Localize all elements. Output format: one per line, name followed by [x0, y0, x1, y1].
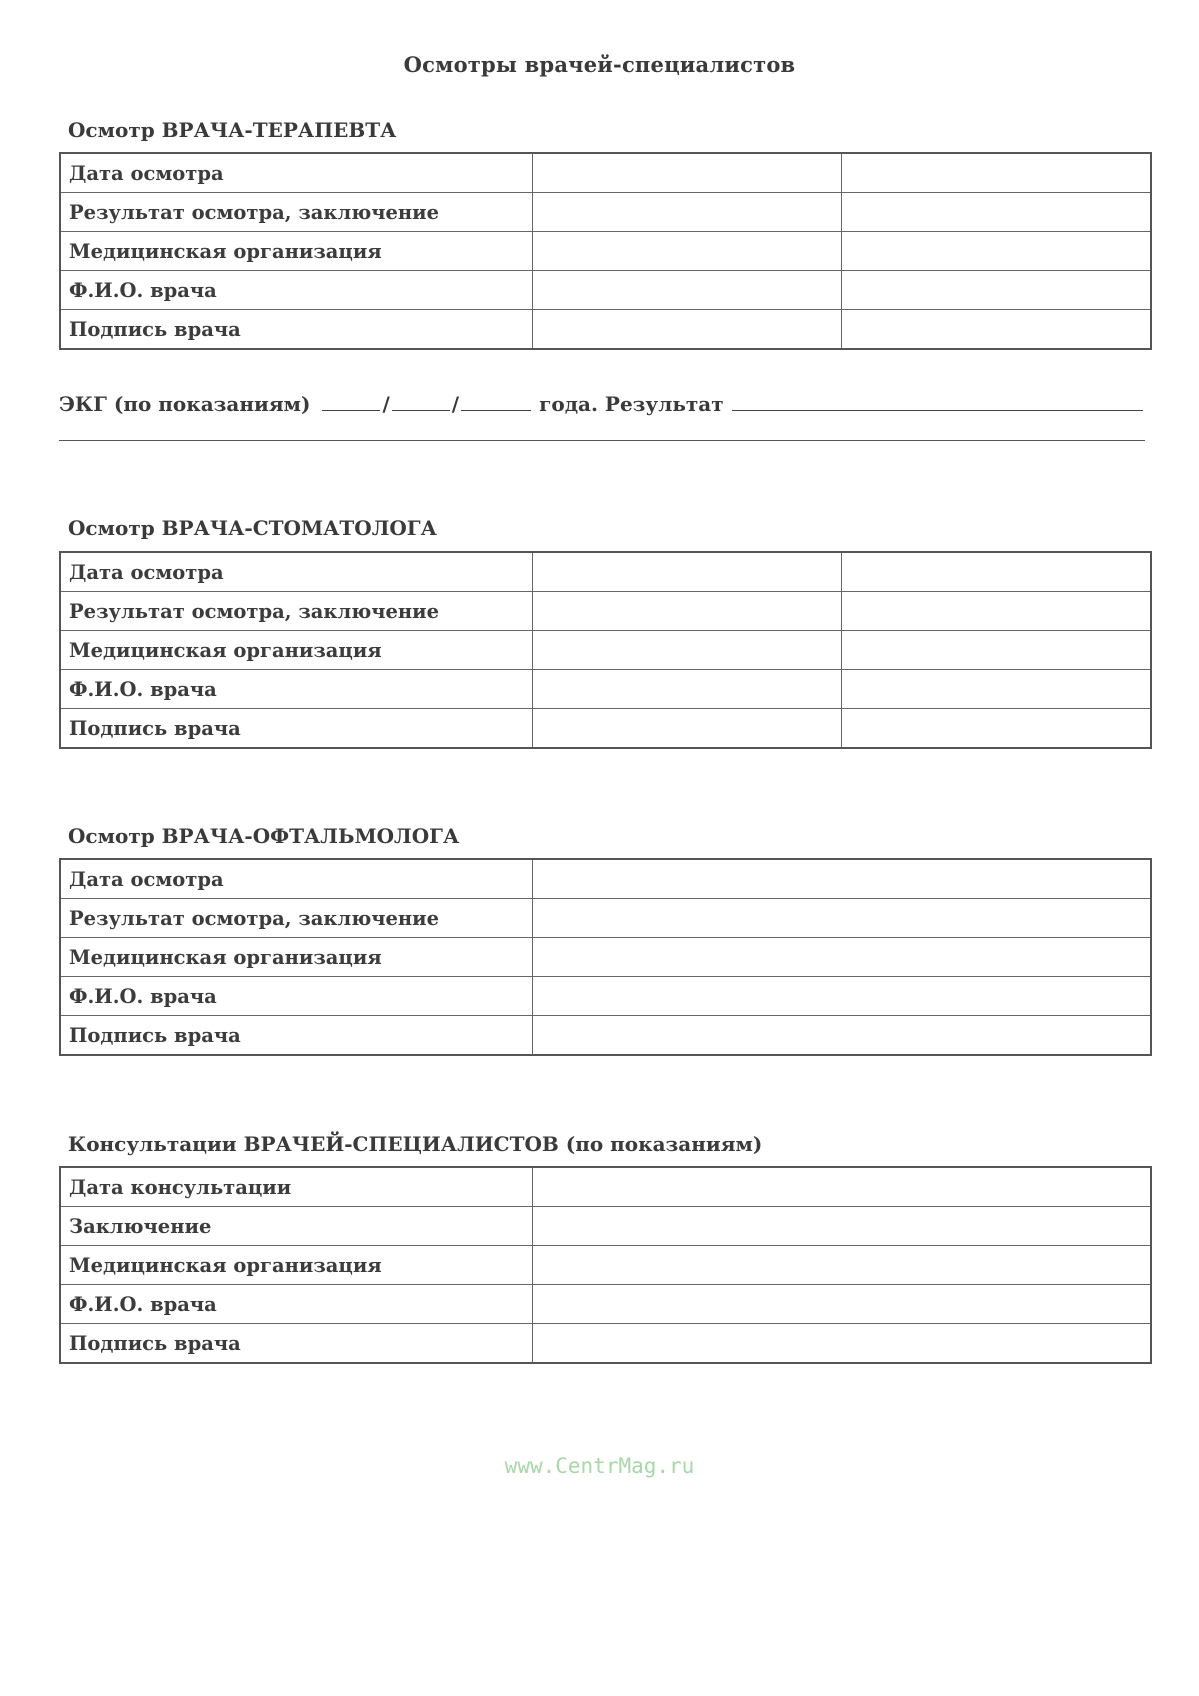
entry-cell[interactable]	[533, 709, 842, 749]
date-separator: /	[382, 392, 390, 416]
entry-cell[interactable]	[842, 310, 1152, 350]
entry-cell[interactable]	[533, 310, 842, 350]
entry-cell[interactable]	[533, 631, 842, 670]
row-label: Ф.И.О. врача	[60, 670, 533, 709]
table-row	[60, 592, 1151, 631]
entry-cell[interactable]	[842, 709, 1152, 749]
row-label: Дата осмотра	[60, 859, 533, 899]
ophthalmologist-exam-table	[59, 858, 1152, 1056]
table-row	[60, 631, 1151, 670]
entry-cell[interactable]	[533, 552, 842, 592]
ekg-year-blank[interactable]	[461, 392, 531, 411]
entry-cell[interactable]	[533, 1207, 1152, 1246]
entry-cell[interactable]	[533, 1324, 1152, 1364]
table-row	[60, 1324, 1151, 1364]
table-row	[60, 271, 1151, 310]
row-label: Дата осмотра	[60, 552, 533, 592]
row-label: Ф.И.О. врача	[60, 977, 533, 1016]
row-label: Дата консультации	[60, 1167, 533, 1207]
table-row	[60, 1246, 1151, 1285]
table-row	[60, 1207, 1151, 1246]
row-label: Подпись врача	[60, 709, 533, 749]
entry-cell[interactable]	[842, 193, 1152, 232]
row-label: Медицинская организация	[60, 1246, 533, 1285]
section-heading-therapist: Осмотр ВРАЧА-ТЕРАПЕВТА	[68, 118, 397, 142]
entry-cell[interactable]	[842, 631, 1152, 670]
entry-cell[interactable]	[533, 938, 1152, 977]
table-row	[60, 1167, 1151, 1207]
row-label: Подпись врача	[60, 1016, 533, 1056]
dentist-exam-table	[59, 551, 1152, 749]
table-row	[60, 153, 1151, 193]
therapist-exam-table	[59, 152, 1152, 350]
ekg-label: ЭКГ (по показаниям)	[59, 392, 311, 416]
table-row	[60, 1285, 1151, 1324]
section-heading-ophthalmologist: Осмотр ВРАЧА-ОФТАЛЬМОЛОГА	[68, 824, 460, 848]
ekg-month-blank[interactable]	[392, 392, 450, 411]
table-row	[60, 977, 1151, 1016]
entry-cell[interactable]	[533, 232, 842, 271]
row-label: Подпись врача	[60, 1324, 533, 1364]
entry-cell[interactable]	[842, 670, 1152, 709]
entry-cell[interactable]	[533, 1016, 1152, 1056]
entry-cell[interactable]	[533, 977, 1152, 1016]
ekg-year-label: года. Результат	[539, 392, 724, 416]
entry-cell[interactable]	[533, 899, 1152, 938]
entry-cell[interactable]	[842, 552, 1152, 592]
section-heading-dentist: Осмотр ВРАЧА-СТОМАТОЛОГА	[68, 516, 437, 540]
entry-cell[interactable]	[533, 1167, 1152, 1207]
table-row	[60, 859, 1151, 899]
table-row	[60, 193, 1151, 232]
table-row	[60, 709, 1151, 749]
entry-cell[interactable]	[533, 1246, 1152, 1285]
row-label: Результат осмотра, заключение	[60, 899, 533, 938]
row-label: Результат осмотра, заключение	[60, 193, 533, 232]
table-row	[60, 938, 1151, 977]
row-label: Медицинская организация	[60, 938, 533, 977]
entry-cell[interactable]	[533, 193, 842, 232]
entry-cell[interactable]	[533, 592, 842, 631]
ekg-result-continuation-line[interactable]	[59, 440, 1145, 441]
entry-cell[interactable]	[533, 859, 1152, 899]
entry-cell[interactable]	[842, 232, 1152, 271]
consultations-table	[59, 1166, 1152, 1364]
date-separator: /	[451, 392, 460, 416]
ekg-line	[59, 392, 1143, 416]
table-row	[60, 310, 1151, 350]
table-row	[60, 899, 1151, 938]
ekg-result-blank[interactable]	[732, 392, 1143, 411]
row-label: Медицинская организация	[60, 232, 533, 271]
entry-cell[interactable]	[533, 271, 842, 310]
row-label: Медицинская организация	[60, 631, 533, 670]
table-row	[60, 552, 1151, 592]
ekg-day-blank[interactable]	[322, 392, 380, 411]
row-label: Ф.И.О. врача	[60, 1285, 533, 1324]
table-row	[60, 1016, 1151, 1056]
section-heading-consultations: Консультации ВРАЧЕЙ-СПЕЦИАЛИСТОВ (по показаниям)	[68, 1132, 763, 1156]
table-row	[60, 670, 1151, 709]
row-label: Дата осмотра	[60, 153, 533, 193]
row-label: Результат осмотра, заключение	[60, 592, 533, 631]
row-label: Ф.И.О. врача	[60, 271, 533, 310]
entry-cell[interactable]	[533, 153, 842, 193]
page-title: Осмотры врачей-специалистов	[403, 52, 796, 77]
entry-cell[interactable]	[842, 271, 1152, 310]
row-label: Заключение	[60, 1207, 533, 1246]
table-row	[60, 232, 1151, 271]
row-label: Подпись врача	[60, 310, 533, 350]
entry-cell[interactable]	[533, 1285, 1152, 1324]
watermark: www.CentrMag.ru	[504, 1454, 695, 1478]
entry-cell[interactable]	[842, 592, 1152, 631]
entry-cell[interactable]	[533, 670, 842, 709]
entry-cell[interactable]	[842, 153, 1152, 193]
